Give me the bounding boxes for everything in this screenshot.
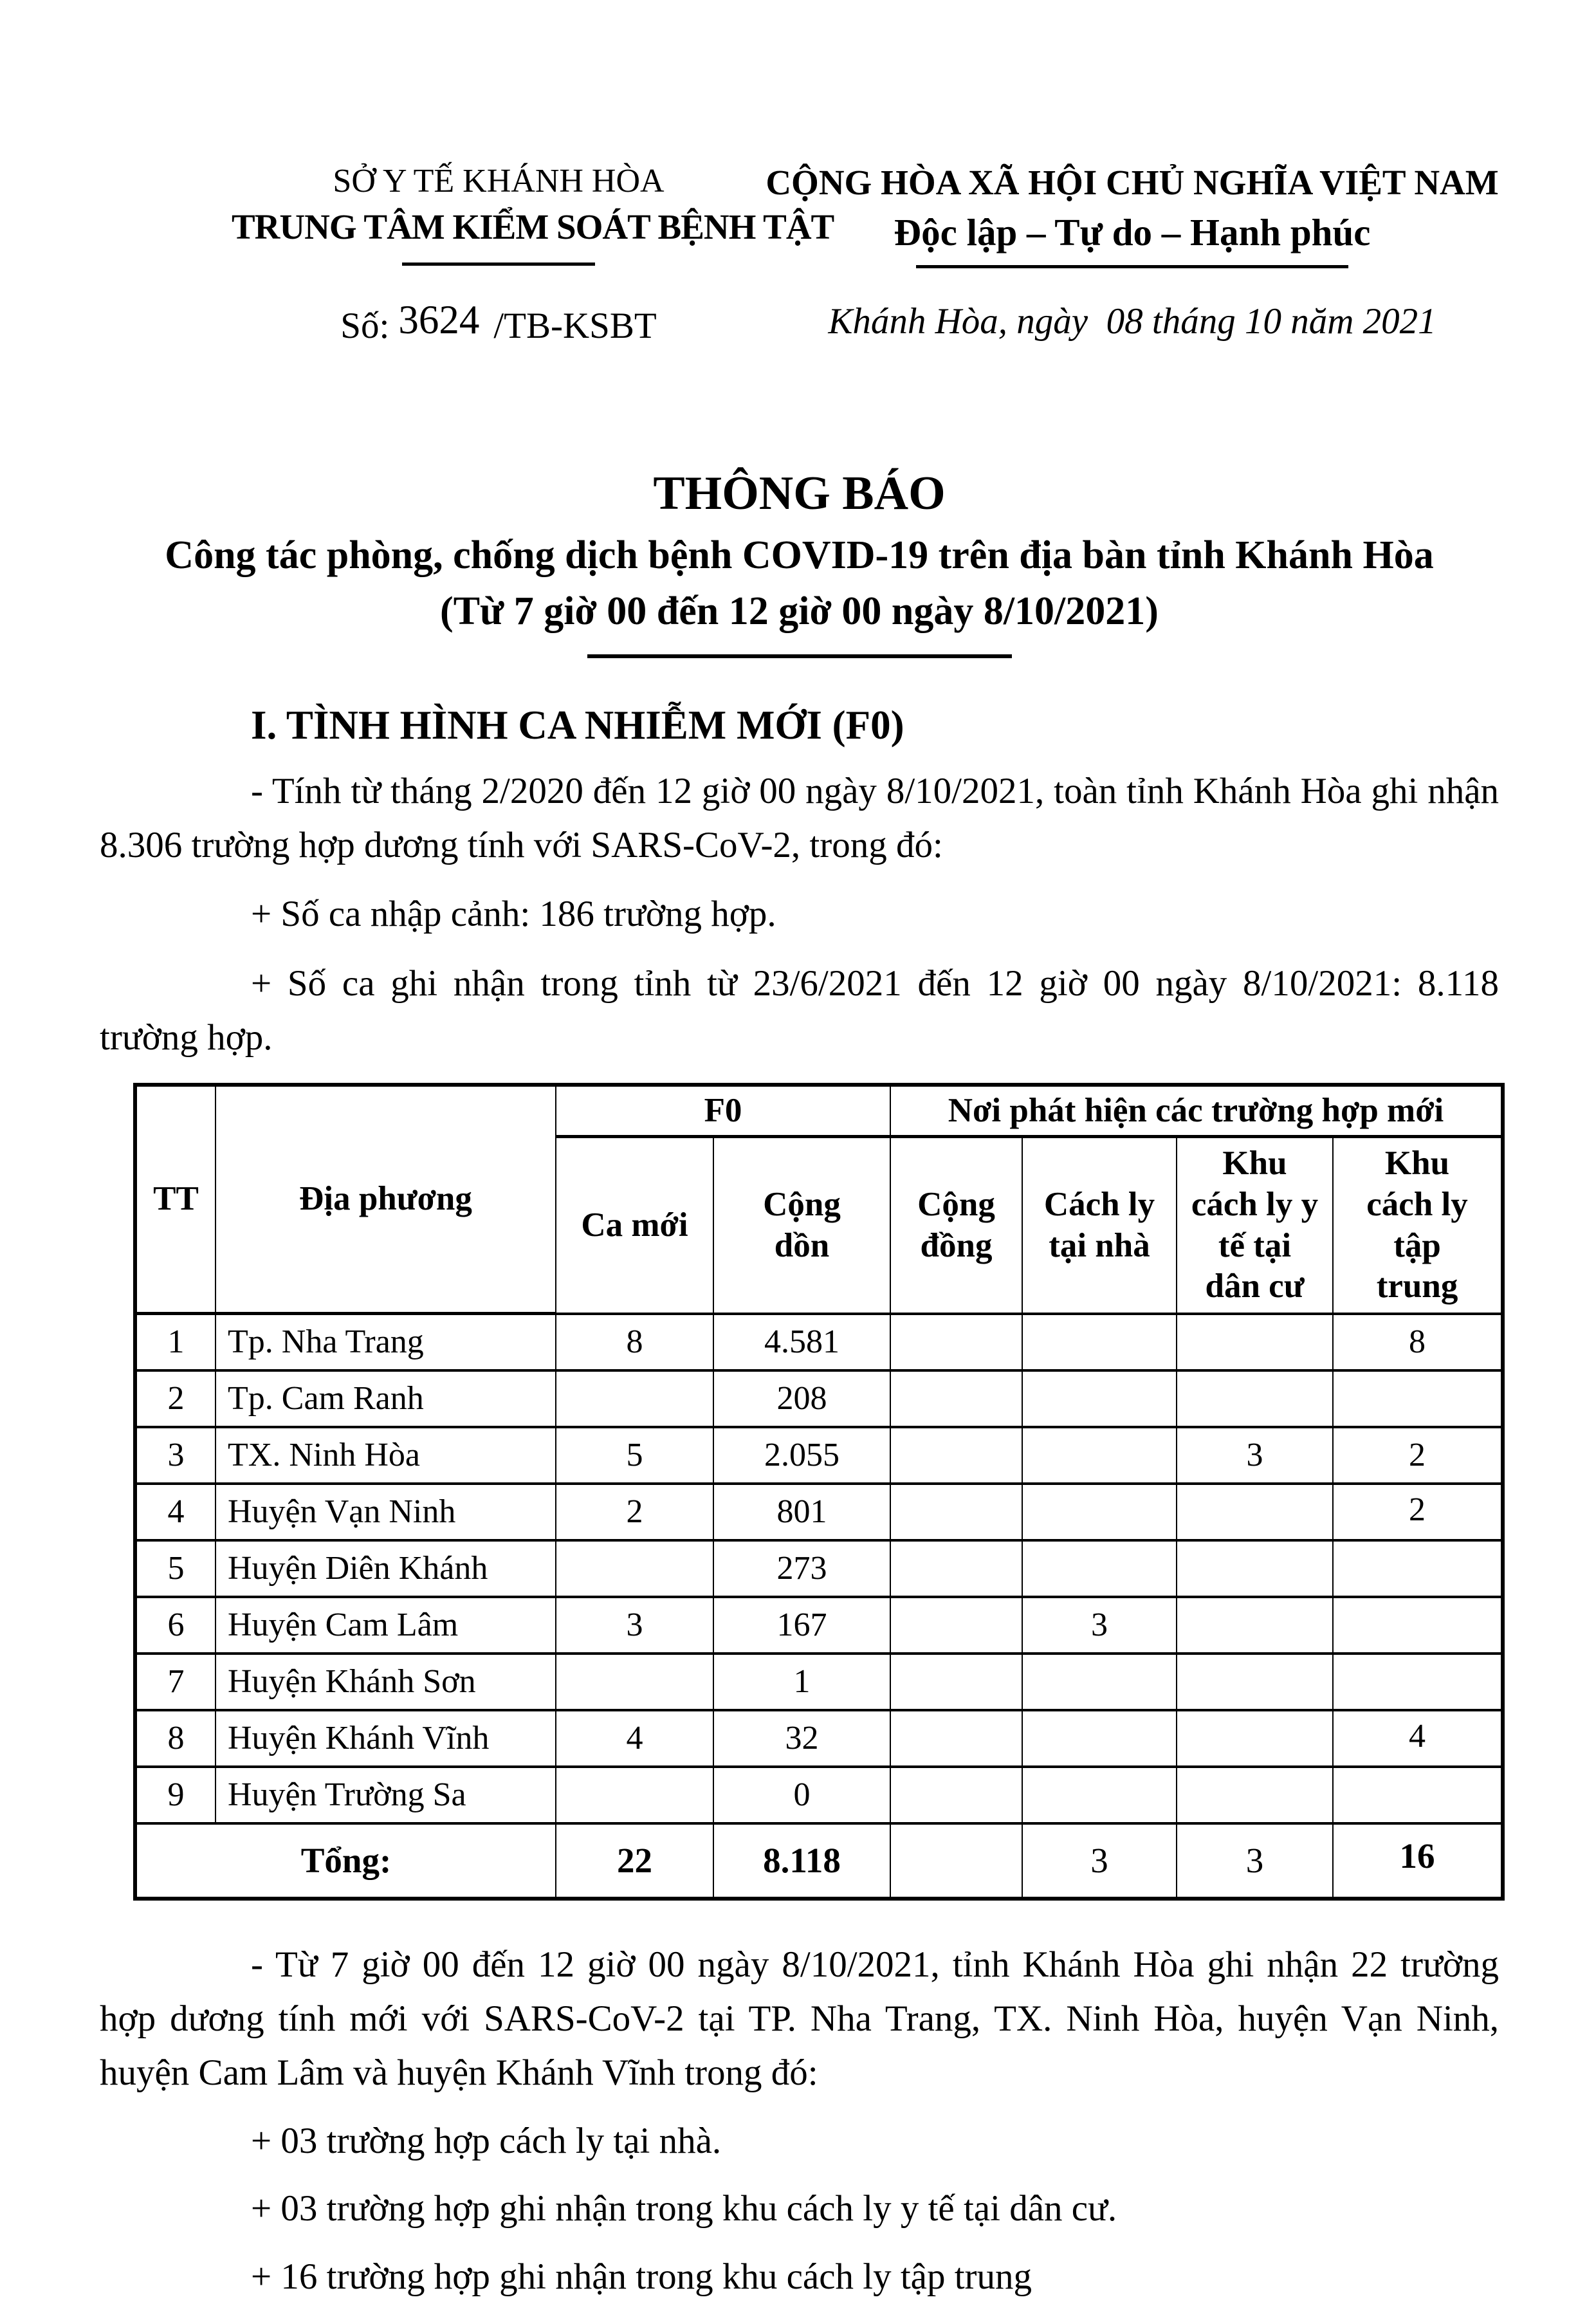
value-cell [556, 1767, 713, 1823]
value-cell: 4.581 [713, 1314, 890, 1371]
value-cell [890, 1710, 1022, 1767]
value-cell: 3 [135, 1427, 216, 1484]
table-row [135, 1710, 1503, 1767]
title-block [100, 464, 1499, 658]
doc-time-range: (Từ 7 giờ 00 đến 12 giờ 00 ngày 8/10/2021) [440, 589, 1159, 634]
doc-number-label: Số: [340, 305, 390, 346]
value-cell [1177, 1710, 1333, 1767]
value-cell [890, 1427, 1022, 1484]
value-cell: 32 [713, 1710, 890, 1767]
value-cell: 5 [135, 1540, 216, 1597]
national-title: CỘNG HÒA XÃ HỘI CHỦ NGHĨA VIỆT NAM [766, 163, 1499, 202]
value-cell [1177, 1597, 1333, 1654]
value-cell [890, 1540, 1022, 1597]
issuing-agency-block [232, 160, 834, 348]
value-cell: 8 [1333, 1314, 1503, 1371]
value-cell [556, 1370, 713, 1427]
value-cell: 9 [135, 1767, 216, 1823]
value-cell: 8 [556, 1314, 713, 1371]
value-cell [1022, 1710, 1177, 1767]
doc-number-value: 3624 [398, 297, 480, 342]
table-row [135, 1597, 1503, 1654]
agency-name: TRUNG TÂM KIỂM SOÁT BỆNH TẬT [232, 207, 834, 246]
value-cell [1177, 1484, 1333, 1540]
value-cell: 208 [713, 1370, 890, 1427]
national-header-block [766, 160, 1499, 348]
value-cell: 4 [135, 1484, 216, 1540]
value-cell [890, 1654, 1022, 1710]
locality-cell: Huyện Cam Lâm [216, 1597, 556, 1654]
value-cell [1333, 1370, 1503, 1427]
table-row [135, 1314, 1503, 1371]
col-group-f0: F0 [556, 1085, 890, 1137]
value-cell [1177, 1314, 1333, 1371]
section-1-heading: I. TÌNH HÌNH CA NHIỄM MỚI (F0) [251, 702, 904, 748]
locality-cell: Huyện Vạn Ninh [216, 1484, 556, 1540]
value-cell [890, 1370, 1022, 1427]
value-cell [890, 1597, 1022, 1654]
value-cell [1022, 1427, 1177, 1484]
agency-divider [402, 263, 595, 266]
value-cell [1333, 1767, 1503, 1823]
locality-cell: Huyện Trường Sa [216, 1767, 556, 1823]
case-table-body [135, 1314, 1503, 1899]
table-row [135, 1427, 1503, 1484]
value-cell [890, 1314, 1022, 1371]
value-cell [1022, 1540, 1177, 1597]
value-cell: 1 [135, 1314, 216, 1371]
col-header-home-quarantine: Cách ly tại nhà [1022, 1137, 1177, 1314]
totals-value-cell: 3 [1177, 1823, 1333, 1899]
value-cell: 6 [135, 1597, 216, 1654]
agency-parent-name: SỞ Y TẾ KHÁNH HÒA [333, 163, 665, 199]
locality-cell: Huyện Diên Khánh [216, 1540, 556, 1597]
totals-value-cell [890, 1823, 1022, 1899]
value-cell [1333, 1597, 1503, 1654]
table-row [135, 1370, 1503, 1427]
value-cell: 7 [135, 1654, 216, 1710]
totals-value-cell: 16 [1333, 1823, 1503, 1899]
paragraph-imported-cases: + Số ca nhập cảnh: 186 trường hợp. [251, 894, 776, 935]
locality-cell: TX. Ninh Hòa [216, 1427, 556, 1484]
value-cell [1022, 1370, 1177, 1427]
doc-number-suffix: /TB-KSBT [493, 305, 657, 346]
doc-type-title: THÔNG BÁO [653, 466, 946, 520]
value-cell [1022, 1314, 1177, 1371]
col-header-community: Cộng đồng [890, 1137, 1022, 1314]
locality-cell: Huyện Khánh Vĩnh [216, 1710, 556, 1767]
value-cell: 5 [556, 1427, 713, 1484]
value-cell: 2 [1333, 1484, 1503, 1540]
title-divider [587, 654, 1012, 658]
value-cell: 4 [556, 1710, 713, 1767]
locality-cell: Huyện Khánh Sơn [216, 1654, 556, 1710]
value-cell: 3 [1177, 1427, 1333, 1484]
value-cell [1177, 1654, 1333, 1710]
col-header-new-cases: Ca mới [556, 1137, 713, 1314]
value-cell [556, 1654, 713, 1710]
table-row [135, 1767, 1503, 1823]
value-cell [556, 1540, 713, 1597]
paragraph-new-cases-summary: - Từ 7 giờ 00 đến 12 giờ 00 ngày 8/10/2021, tỉnh Khánh Hòa ghi nhận 22 trường hợp dương tính mới với SARS-CoV-2 tại TP. Nha Trang, TX. Ninh Hòa, huyện Vạn Ninh, huyện Cam Lâm và huyện Khánh Vĩnh trong đó: [100, 1944, 1499, 2093]
col-header-locality: Địa phương [216, 1085, 556, 1314]
value-cell: 2 [1333, 1427, 1503, 1484]
value-cell [1022, 1654, 1177, 1710]
value-cell [1022, 1484, 1177, 1540]
value-cell [1333, 1540, 1503, 1597]
col-header-tt: TT [135, 1085, 216, 1314]
paragraph-total-cases: - Tính từ tháng 2/2020 đến 12 giờ 00 ngày 8/10/2021, toàn tỉnh Khánh Hòa ghi nhận 8.306 trường hợp dương tính với SARS-CoV-2, trong đó: [100, 770, 1499, 865]
value-cell: 1 [713, 1654, 890, 1710]
bullet-medical-quarantine: + 03 trường hợp ghi nhận trong khu cách ly y tế tại dân cư. [251, 2188, 1117, 2229]
value-cell: 801 [713, 1484, 890, 1540]
value-cell [1022, 1767, 1177, 1823]
bullet-home-quarantine: + 03 trường hợp cách ly tại nhà. [251, 2120, 722, 2161]
value-cell [890, 1484, 1022, 1540]
col-header-cumulative: Cộng dồn [713, 1137, 890, 1314]
table-row [135, 1484, 1503, 1540]
place-date: Khánh Hòa, ngày 08 tháng 10 năm 2021 [828, 301, 1436, 342]
value-cell: 8 [135, 1710, 216, 1767]
col-group-detection-place: Nơi phát hiện các trường hợp mới [890, 1085, 1503, 1137]
totals-value-cell: 22 [556, 1823, 713, 1899]
table-header-row-groups [135, 1085, 1503, 1137]
value-cell: 0 [713, 1767, 890, 1823]
locality-cell: Tp. Cam Ranh [216, 1370, 556, 1427]
value-cell [1177, 1767, 1333, 1823]
value-cell: 273 [713, 1540, 890, 1597]
value-cell [1333, 1654, 1503, 1710]
document-header [100, 160, 1499, 348]
totals-value-cell: 3 [1022, 1823, 1177, 1899]
value-cell: 2.055 [713, 1427, 890, 1484]
case-table-header [135, 1085, 1503, 1314]
doc-subject-title: Công tác phòng, chống dịch bệnh COVID-19 trên địa bàn tỉnh Khánh Hòa [165, 533, 1434, 578]
national-motto: Độc lập – Tự do – Hạnh phúc [894, 210, 1371, 253]
value-cell: 3 [556, 1597, 713, 1654]
value-cell: 2 [556, 1484, 713, 1540]
value-cell: 2 [135, 1370, 216, 1427]
value-cell [890, 1767, 1022, 1823]
bullet-central-quarantine: + 16 trường hợp ghi nhận trong khu cách ly tập trung [251, 2256, 1032, 2298]
table-totals-row [135, 1823, 1503, 1899]
value-cell: 4 [1333, 1710, 1503, 1767]
col-header-medical-quarantine: Khu cách ly y tế tại dân cư [1177, 1137, 1333, 1314]
paragraph-local-cases: + Số ca ghi nhận trong tỉnh từ 23/6/2021 đến 12 giờ 00 ngày 8/10/2021: 8.118 trường hợp. [100, 963, 1499, 1058]
motto-divider [916, 265, 1348, 268]
value-cell [1177, 1540, 1333, 1597]
locality-cell: Tp. Nha Trang [216, 1314, 556, 1371]
totals-value-cell: 8.118 [713, 1823, 890, 1899]
value-cell [1177, 1370, 1333, 1427]
col-header-central-quarantine: Khu cách ly tập trung [1333, 1137, 1503, 1314]
doc-number [232, 297, 766, 348]
table-row [135, 1540, 1503, 1597]
value-cell: 3 [1022, 1597, 1177, 1654]
totals-label: Tổng: [135, 1823, 556, 1899]
value-cell: 167 [713, 1597, 890, 1654]
case-table [133, 1083, 1505, 1901]
table-row [135, 1654, 1503, 1710]
